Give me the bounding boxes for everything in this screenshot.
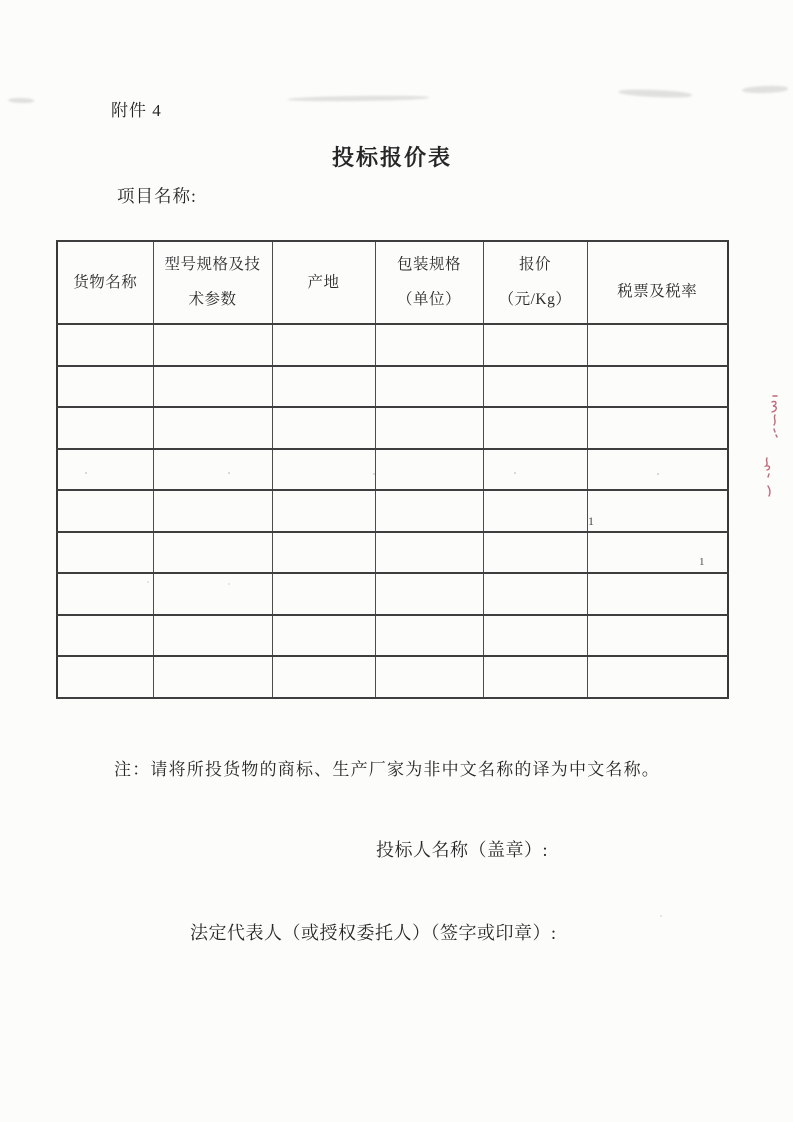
note-text: 注：请将所投货物的商标、生产厂家为非中文名称的译为中文名称。	[114, 760, 660, 779]
table-cell	[375, 449, 483, 491]
table-cell	[587, 324, 728, 366]
column-header-4	[375, 241, 483, 324]
table-cell	[587, 573, 728, 615]
table-header	[57, 241, 728, 324]
column-header-6	[587, 241, 728, 324]
bidder-name-seal-label: 投标人名称（盖章）:	[376, 840, 549, 860]
table-cell	[272, 366, 375, 408]
column-header-line: （元/Kg）	[498, 291, 572, 308]
table-cell	[153, 407, 272, 449]
column-header-text	[484, 257, 587, 308]
table-cell	[587, 490, 728, 532]
scan-speck	[657, 473, 659, 475]
table-row	[57, 532, 728, 574]
table-cell	[57, 656, 153, 698]
table-cell	[483, 656, 587, 698]
scan-speck	[228, 583, 230, 585]
column-header-text	[588, 284, 728, 300]
table-cell	[483, 324, 587, 366]
table-cell	[483, 366, 587, 408]
attachment-label: 附件 4	[111, 101, 162, 120]
table-cell	[57, 490, 153, 532]
page-title: 投标报价表	[332, 145, 453, 170]
table-cell	[153, 573, 272, 615]
scan-smudge	[618, 89, 692, 99]
table-cell	[57, 615, 153, 657]
table-row	[57, 490, 728, 532]
table-cell	[272, 407, 375, 449]
column-header-line: 货物名称	[73, 273, 138, 291]
table-cell	[272, 656, 375, 698]
table-cell	[57, 449, 153, 491]
bid-quotation-table	[56, 240, 729, 699]
stray-mark-2: 1	[699, 556, 705, 568]
table-cell	[587, 532, 728, 574]
table-cell	[587, 366, 728, 408]
table-row	[57, 573, 728, 615]
table-cell	[483, 615, 587, 657]
table-cell	[153, 366, 272, 408]
column-header-line: （单位）	[396, 291, 461, 308]
scan-speck	[85, 472, 87, 474]
column-header-text	[376, 257, 483, 308]
column-header-1	[57, 241, 153, 324]
table-cell	[587, 615, 728, 657]
table-cell	[153, 449, 272, 491]
table-cell	[153, 656, 272, 698]
column-header-2	[153, 241, 272, 324]
scan-speck	[147, 581, 149, 583]
column-header-line: 税票及税率	[617, 282, 698, 300]
column-header-5	[483, 241, 587, 324]
table-cell	[587, 656, 728, 698]
column-header-line: 术参数	[188, 291, 237, 308]
table-cell	[153, 615, 272, 657]
table-row	[57, 615, 728, 657]
red-edge-mark-icon	[760, 456, 778, 498]
table-cell	[153, 324, 272, 366]
table-cell	[483, 532, 587, 574]
table-cell	[57, 324, 153, 366]
table-cell	[272, 573, 375, 615]
table-cell	[57, 532, 153, 574]
table-cell	[375, 656, 483, 698]
red-edge-mark-icon	[764, 394, 784, 438]
table-cell	[272, 532, 375, 574]
column-header-line: 产地	[307, 273, 340, 291]
scan-speck	[514, 472, 516, 474]
table-cell	[153, 532, 272, 574]
column-header-text	[154, 257, 272, 308]
table-cell	[272, 490, 375, 532]
table-body	[57, 324, 728, 698]
table-header-row	[57, 241, 728, 324]
table-cell	[57, 407, 153, 449]
table-cell	[587, 407, 728, 449]
scan-smudge	[8, 98, 34, 103]
legal-representative-label: 法定代表人（或授权委托人）（签字或印章）:	[190, 923, 557, 943]
scan-speck	[660, 915, 662, 917]
column-header-line: 型号规格及技	[164, 256, 261, 273]
table-row	[57, 366, 728, 408]
table-cell	[375, 407, 483, 449]
table-cell	[272, 615, 375, 657]
table-cell	[153, 490, 272, 532]
table-cell	[483, 407, 587, 449]
stray-mark-1: 1	[588, 514, 594, 528]
scan-speck	[373, 473, 375, 475]
table-cell	[483, 449, 587, 491]
table-cell	[587, 449, 728, 491]
table-cell	[375, 573, 483, 615]
table-row	[57, 656, 728, 698]
table-cell	[483, 573, 587, 615]
table-cell	[57, 366, 153, 408]
scan-speck	[228, 472, 230, 474]
column-header-3	[272, 241, 375, 324]
column-header-line: 报价	[518, 256, 551, 273]
table-cell	[483, 490, 587, 532]
table-cell	[375, 366, 483, 408]
column-header-text	[273, 275, 375, 291]
project-name-label: 项目名称:	[117, 186, 197, 206]
table-row	[57, 324, 728, 366]
table-row	[57, 407, 728, 449]
scan-smudge	[742, 85, 788, 94]
table-cell	[375, 324, 483, 366]
scan-smudge	[287, 95, 429, 102]
table-row	[57, 449, 728, 491]
table-cell	[57, 573, 153, 615]
table-cell	[272, 324, 375, 366]
table-cell	[375, 490, 483, 532]
table-cell	[272, 449, 375, 491]
column-header-line: 包装规格	[396, 256, 461, 273]
table-cell	[375, 615, 483, 657]
column-header-text	[58, 275, 153, 291]
table-cell	[375, 532, 483, 574]
